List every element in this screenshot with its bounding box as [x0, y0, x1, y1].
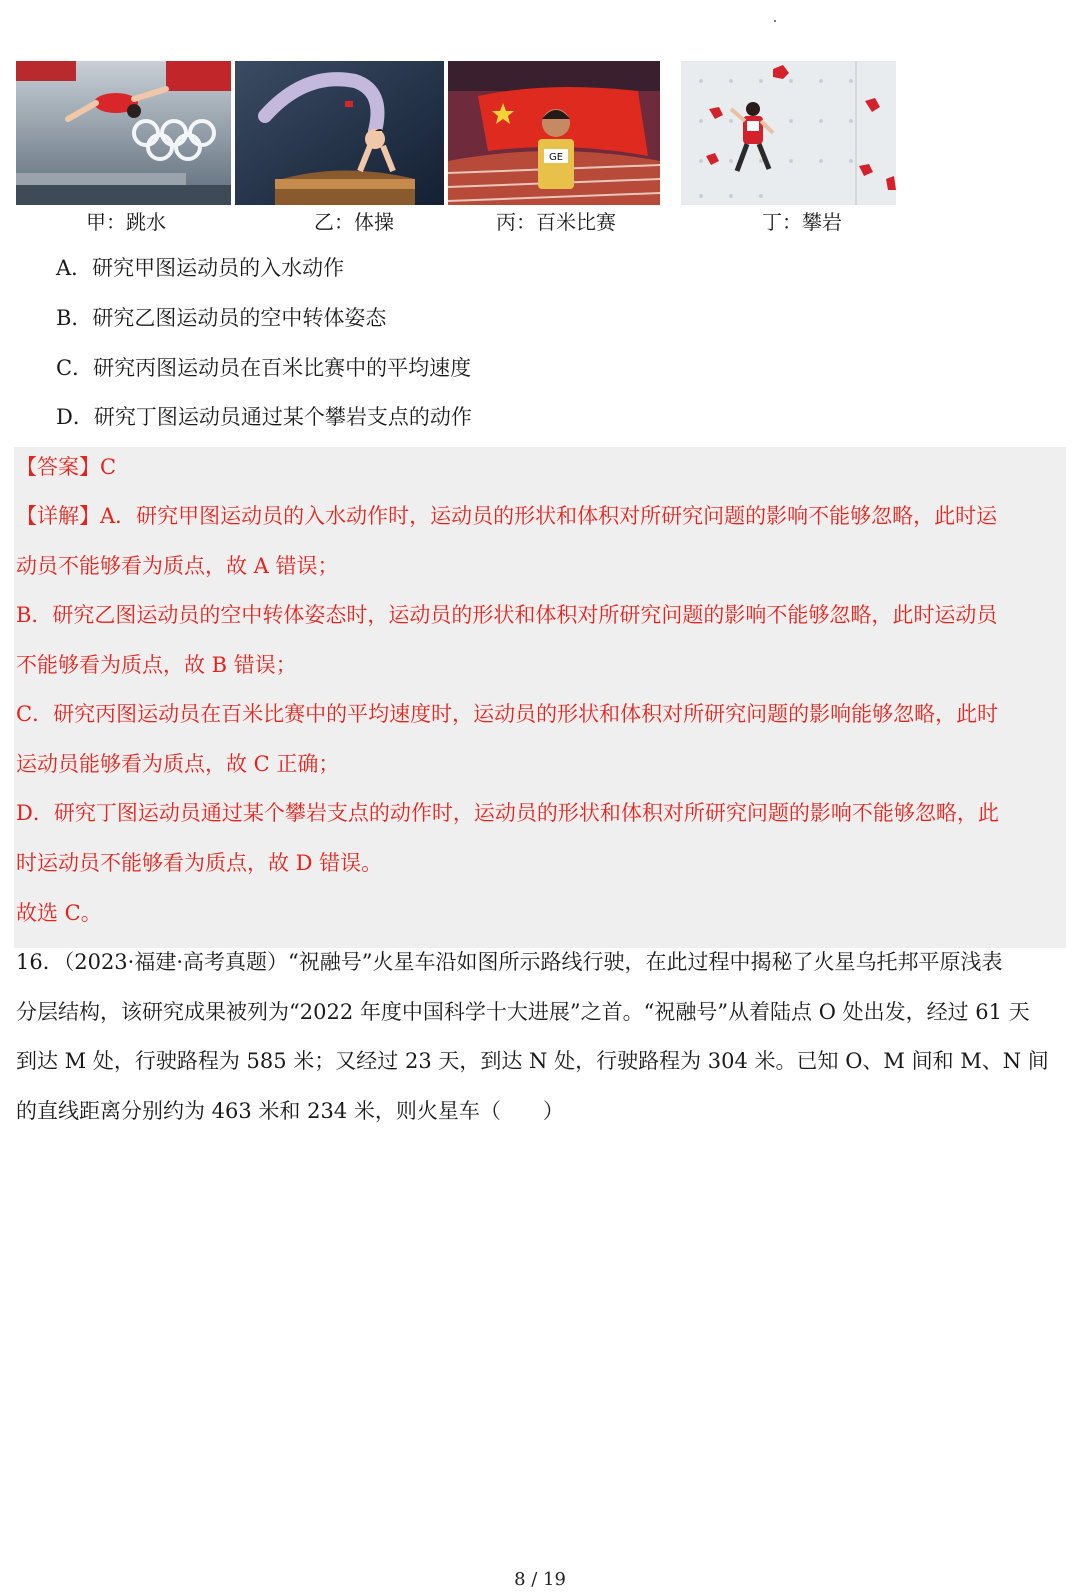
question-16-line-3: 到达 M 处，行驶路程为 585 米；又经过 23 天，到达 N 处，行驶路程为 304 米。已知 O、M 间和 M、N 间: [16, 1049, 1049, 1073]
caption-diving: 甲：跳水: [86, 210, 166, 234]
detail-line-8: 时运动员不能够看为质点，故 D 错误。: [16, 851, 383, 875]
detail-line-5: C．研究丙图运动员在百米比赛中的平均速度时，运动员的形状和体积对所研究问题的影响能够忽略，此时: [16, 702, 999, 726]
caption-climbing: 丁：攀岩: [762, 210, 842, 234]
detail-line-1: [16, 501, 997, 531]
page-number: 8 / 19: [514, 1569, 566, 1590]
caption-sprint: 丙：百米比赛: [496, 210, 616, 234]
detail-line-3: B．研究乙图运动员的空中转体姿态时，运动员的形状和体积对所研究问题的影响不能够忽略，此时运动员: [16, 603, 998, 627]
option-a: A．研究甲图运动员的入水动作: [56, 256, 345, 280]
sprint-photo: [448, 61, 660, 205]
climbing-photo: [681, 61, 896, 205]
detail-line-6: 运动员能够看为质点，故 C 正确；: [16, 752, 340, 776]
speck: [774, 20, 776, 22]
detail-line-4: 不能够看为质点，故 B 错误；: [16, 653, 297, 677]
question-16-line-2: 分层结构，该研究成果被列为“2022 年度中国科学十大进展”之首。“祝融号”从着陆点 O 处出发，经过 61 天: [16, 1000, 1030, 1024]
svg-text:GE: GE: [549, 152, 564, 163]
answer-label: 【答案】: [16, 455, 100, 479]
gymnastics-photo: [235, 61, 444, 205]
answer-line: [16, 452, 116, 482]
answer-value: C: [100, 455, 117, 479]
diving-photo: [16, 61, 231, 205]
option-d: D．研究丁图运动员通过某个攀岩支点的动作: [56, 405, 472, 429]
detail-line-9: 故选 C。: [16, 901, 102, 925]
detail-line-2: 动员不能够看为质点，故 A 错误；: [16, 554, 339, 578]
detail-label: 【详解】: [16, 504, 100, 528]
question-16-line-4: 的直线距离分别约为 463 米和 234 米，则火星车（ ）: [16, 1099, 564, 1123]
option-c: C．研究丙图运动员在百米比赛中的平均速度: [56, 356, 472, 380]
option-b: B．研究乙图运动员的空中转体姿态: [56, 306, 387, 330]
detail-text-1: A．研究甲图运动员的入水动作时，运动员的形状和体积对所研究问题的影响不能够忽略，此时运: [100, 504, 998, 528]
question-16-line-1: 16．（2023·福建·高考真题）“祝融号”火星车沿如图所示路线行驶，在此过程中揭秘了火星乌托邦平原浅表: [16, 950, 1003, 974]
caption-gymnastics: 乙：体操: [314, 210, 394, 234]
detail-line-7: D．研究丁图运动员通过某个攀岩支点的动作时，运动员的形状和体积对所研究问题的影响不能够忽略，此: [16, 801, 999, 825]
